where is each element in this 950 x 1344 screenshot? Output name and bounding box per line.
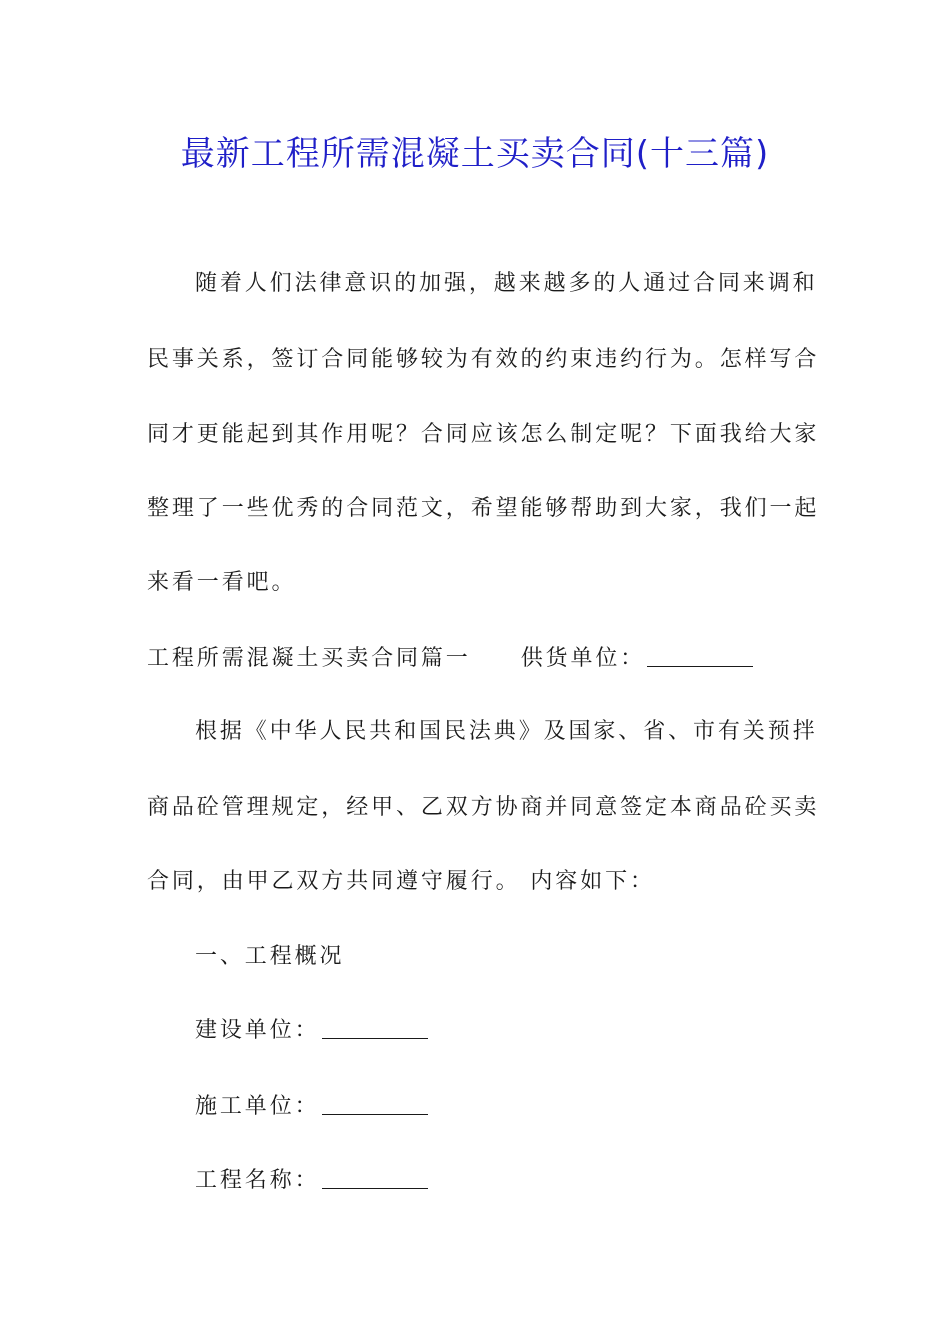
basis-line-1: 根据《中华人民共和国民法典》及国家、省、市有关预拌 <box>195 719 818 744</box>
basis-line-2: 商品砼管理规定，经甲、乙双方协商并同意签定本商品砼买卖 <box>147 795 820 820</box>
section-heading: 工程所需混凝土买卖合同篇一 <box>147 646 471 671</box>
supplier-blank <box>647 646 753 667</box>
intro-line-2: 民事关系，签订合同能够较为有效的约束违约行为。怎样写合 <box>147 347 820 372</box>
basis-line-3: 合同，由甲乙双方共同遵守履行。 内容如下： <box>147 869 655 894</box>
intro-line-5: 来看一看吧。 <box>147 570 297 595</box>
field-label: 施工单位： <box>195 1094 320 1119</box>
intro-line-3: 同才更能起到其作用呢？合同应该怎么制定呢？下面我给大家 <box>147 422 820 447</box>
field-contractor-unit <box>195 1092 428 1122</box>
intro-line-4: 整理了一些优秀的合同范文，希望能够帮助到大家，我们一起 <box>147 496 820 521</box>
section-heading-row <box>147 644 753 674</box>
field-blank <box>322 1168 428 1189</box>
field-project-name <box>195 1166 428 1196</box>
intro-line-1: 随着人们法律意识的加强，越来越多的人通过合同来调和 <box>195 271 818 296</box>
field-label: 建设单位： <box>195 1018 320 1043</box>
field-construction-unit <box>195 1016 428 1046</box>
document-title: 最新工程所需混凝土买卖合同(十三篇) <box>180 134 770 174</box>
field-blank <box>322 1018 428 1039</box>
field-label: 工程名称： <box>195 1168 320 1193</box>
supplier-label: 供货单位： <box>520 646 646 671</box>
field-blank <box>322 1094 428 1115</box>
project-overview-heading: 一、工程概况 <box>195 944 345 969</box>
